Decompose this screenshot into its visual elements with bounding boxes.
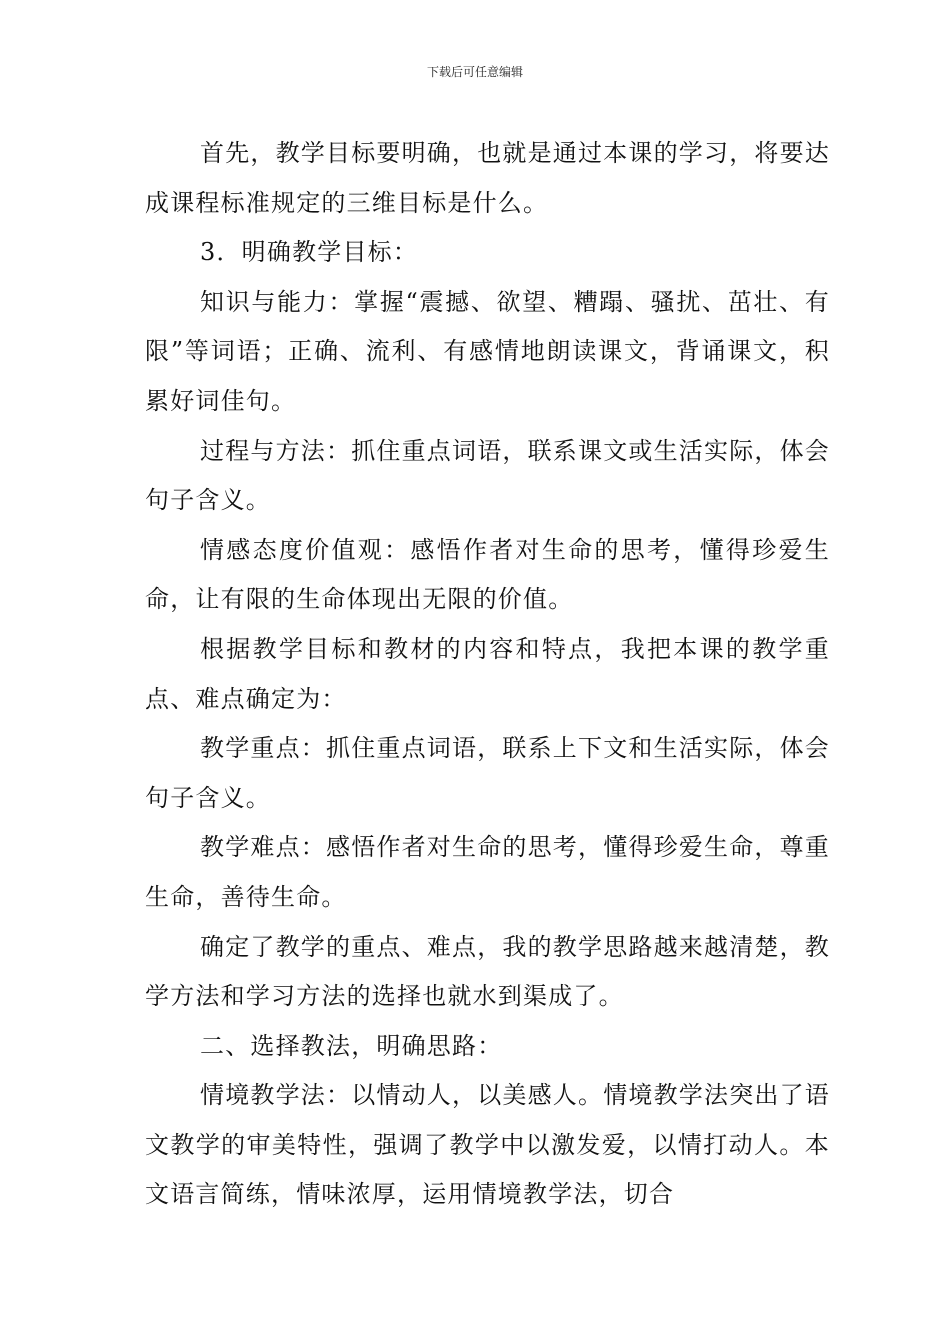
paragraph: 情境教学法：以情动人，以美感人。情境教学法突出了语文教学的审美特性，强调了教学中以激发爱，以情打动人。本文语言简练，情味浓厚，运用情境教学法，切合 — [145, 1081, 830, 1209]
paragraph: 首先，教学目标要明确，也就是通过本课的学习，将要达成课程标准规定的三维目标是什么。 — [145, 139, 830, 217]
paragraph: 知识与能力：掌握“震撼、欲望、糟蹋、骚扰、茁壮、有限”等词语；正确、流利、有感情地朗读课文，背诵课文，积累好词佳句。 — [145, 287, 830, 415]
paragraph: 3．明确教学目标： — [200, 238, 419, 267]
paragraph: 二、选择教法，明确思路： — [200, 1031, 503, 1060]
paragraph: 确定了教学的重点、难点，我的教学思路越来越清楚，教学方法和学习方法的选择也就水到渠成了。 — [145, 932, 830, 1011]
paragraph: 情感态度价值观：感悟作者对生命的思考，懂得珍爱生命，让有限的生命体现出无限的价值。 — [145, 535, 830, 614]
paragraph: 教学重点：抓住重点词语，联系上下文和生活实际，体会句子含义。 — [145, 734, 830, 812]
paragraph: 教学难点：感悟作者对生命的思考，懂得珍爱生命，尊重生命，善待生命。 — [145, 833, 830, 911]
paragraph: 根据教学目标和教材的内容和特点，我把本课的教学重点、难点确定为： — [145, 634, 830, 713]
document-body — [145, 129, 830, 1220]
page-header: 下载后可任意编辑 — [426, 65, 523, 79]
paragraph: 过程与方法：抓住重点词语，联系课文或生活实际，体会句子含义。 — [145, 436, 830, 515]
